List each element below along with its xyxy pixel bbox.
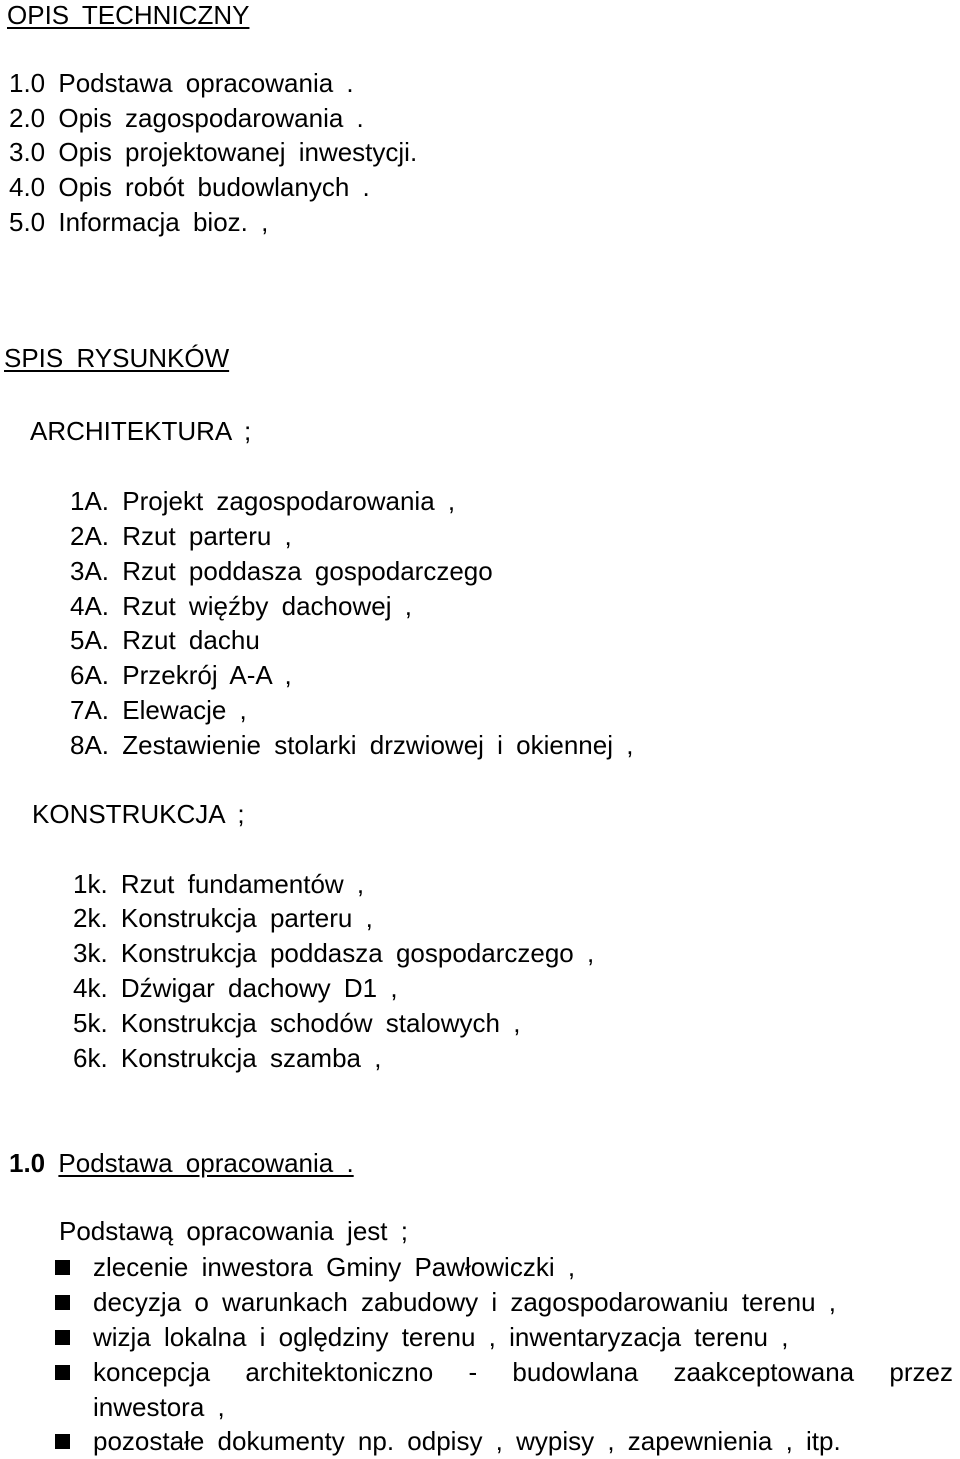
construction-item: 1k. Rzut fundamentów , xyxy=(73,869,365,899)
list-item-text: koncepcja architektoniczno - budowlana zaakceptowana przez inwestora , xyxy=(93,1357,953,1422)
drawing-item: 6A. Przekrój A-A , xyxy=(70,660,292,690)
drawing-item: 2A. Rzut parteru , xyxy=(70,521,292,551)
list-item xyxy=(55,1320,955,1355)
list-item-text: pozostałe dokumenty np. odpisy , wypisy , zapewnienia , itp. xyxy=(93,1426,841,1456)
section-heading xyxy=(9,1148,354,1178)
square-bullet-icon xyxy=(55,1434,70,1449)
square-bullet-icon xyxy=(55,1330,70,1345)
construction-item: 6k. Konstrukcja szamba , xyxy=(73,1043,382,1073)
square-bullet-icon xyxy=(55,1365,70,1380)
list-item-text: wizja lokalna i oględziny terenu , inwentaryzacja terenu , xyxy=(93,1322,789,1352)
architecture-heading: ARCHITEKTURA ; xyxy=(30,416,252,446)
toc-item: 3.0 Opis projektowanej inwestycji. xyxy=(9,137,418,167)
construction-item: 4k. Dźwigar dachowy D1 , xyxy=(73,973,398,1003)
drawing-item: 5A. Rzut dachu xyxy=(70,625,260,655)
list-item-text: zlecenie inwestora Gminy Pawłowiczki , xyxy=(93,1252,576,1282)
drawing-item: 1A. Projekt zagospodarowania , xyxy=(70,486,456,516)
construction-heading: KONSTRUKCJA ; xyxy=(32,799,245,829)
list-item xyxy=(55,1285,955,1320)
drawing-item: 4A. Rzut więźby dachowej , xyxy=(70,591,412,621)
toc-item: 2.0 Opis zagospodarowania . xyxy=(9,103,364,133)
toc-title: OPIS TECHNICZNY xyxy=(7,0,250,30)
list-item xyxy=(55,1355,955,1425)
construction-item: 2k. Konstrukcja parteru , xyxy=(73,903,373,933)
section-intro: Podstawą opracowania jest ; xyxy=(59,1216,408,1246)
list-item-text: decyzja o warunkach zabudowy i zagospodarowaniu terenu , xyxy=(93,1287,836,1317)
square-bullet-icon xyxy=(55,1260,70,1275)
toc-item: 4.0 Opis robót budowlanych . xyxy=(9,172,370,202)
drawing-item: 8A. Zestawienie stolarki drzwiowej i okiennej , xyxy=(70,730,634,760)
construction-item: 5k. Konstrukcja schodów stalowych , xyxy=(73,1008,521,1038)
construction-item: 3k. Konstrukcja poddasza gospodarczego , xyxy=(73,938,595,968)
toc-item: 1.0 Podstawa opracowania . xyxy=(9,68,354,98)
section-number: 1.0 xyxy=(9,1148,46,1178)
drawing-item: 7A. Elewacje , xyxy=(70,695,247,725)
list-item xyxy=(55,1424,955,1459)
drawings-title: SPIS RYSUNKÓW xyxy=(4,343,230,373)
toc-item: 5.0 Informacja bioz. , xyxy=(9,207,269,237)
drawing-item: 3A. Rzut poddasza gospodarczego xyxy=(70,556,493,586)
square-bullet-icon xyxy=(55,1295,70,1310)
section-title: Podstawa opracowania . xyxy=(58,1148,354,1178)
list-item xyxy=(55,1250,955,1285)
